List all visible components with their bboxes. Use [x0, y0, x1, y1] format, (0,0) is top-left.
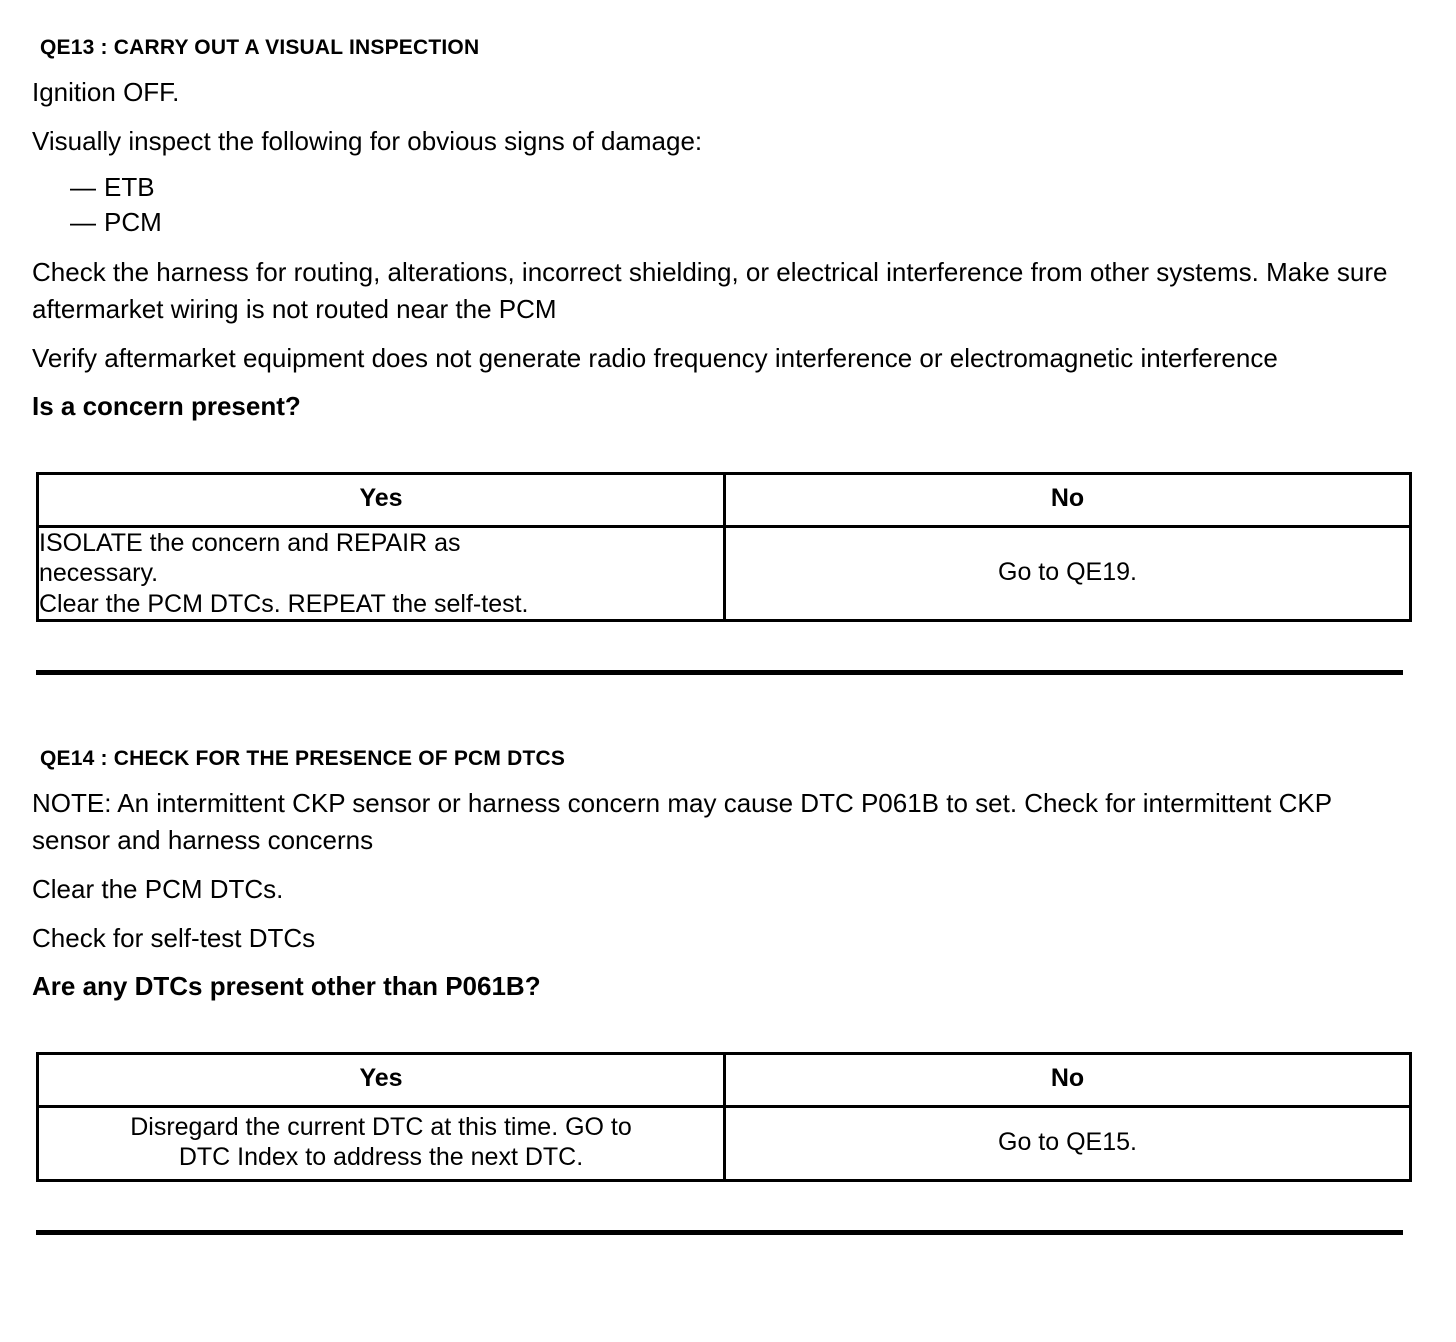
column-header-yes: Yes: [38, 1053, 725, 1106]
section-qe13: [32, 36, 1428, 675]
step-title-qe14: QE14 : CHECK FOR THE PRESENCE OF PCM DTCS: [40, 747, 566, 771]
answer-no-action: Go to QE15.: [725, 1106, 1411, 1180]
paragraph-ignition-off: Ignition OFF.: [32, 77, 180, 107]
question-qe14: Are any DTCs present other than P061B?: [32, 970, 541, 1001]
paragraph-harness-check: Check the harness for routing, alterations, incorrect shielding, or electrical interference from other systems. Make sure aftermarket wiring is not routed near the PCM: [32, 257, 1388, 324]
column-header-no: No: [725, 1053, 1411, 1106]
section-divider: [36, 1230, 1403, 1235]
answer-yes-action: ISOLATE the concern and REPAIR as necessary. Clear the PCM DTCs. REPEAT the self-test.: [38, 526, 725, 621]
column-header-no: No: [725, 473, 1411, 526]
answer-yes-action: Disregard the current DTC at this time. GO to DTC Index to address the next DTC.: [38, 1106, 725, 1180]
column-header-yes: Yes: [38, 473, 725, 526]
paragraph-note-ckp: NOTE: An intermittent CKP sensor or harness concern may cause DTC P061B to set. Check for intermittent CKP sensor and harness concerns: [32, 788, 1332, 856]
list-item-label: ETB: [104, 171, 155, 202]
paragraph-check-self-test: Check for self-test DTCs: [32, 922, 316, 953]
inspection-item-list: [32, 170, 1428, 240]
table-row: [38, 1106, 1411, 1180]
em-dash-icon: —: [70, 171, 96, 202]
list-item-label: PCM: [104, 206, 162, 237]
answer-table-qe13: [36, 472, 1412, 623]
list-item: [70, 170, 1428, 205]
section-qe14: [32, 747, 1428, 1235]
answer-no-action: Go to QE19.: [725, 526, 1411, 621]
step-title-qe13: QE13 : CARRY OUT A VISUAL INSPECTION: [40, 36, 480, 59]
table-header-row: [38, 1053, 1411, 1106]
answer-table-qe14: [36, 1052, 1412, 1182]
question-qe13: Is a concern present?: [32, 390, 301, 421]
list-item: [70, 205, 1428, 240]
table-row: [38, 526, 1411, 621]
paragraph-clear-dtcs: Clear the PCM DTCs.: [32, 874, 284, 905]
em-dash-icon: —: [70, 206, 96, 237]
spacer: [32, 675, 1428, 741]
paragraph-aftermarket-interference: Verify aftermarket equipment does not generate radio frequency interference or electromagnetic interference: [32, 342, 1278, 373]
table-header-row: [38, 473, 1411, 526]
paragraph-visual-inspect-intro: Visually inspect the following for obvious signs of damage:: [32, 125, 703, 156]
